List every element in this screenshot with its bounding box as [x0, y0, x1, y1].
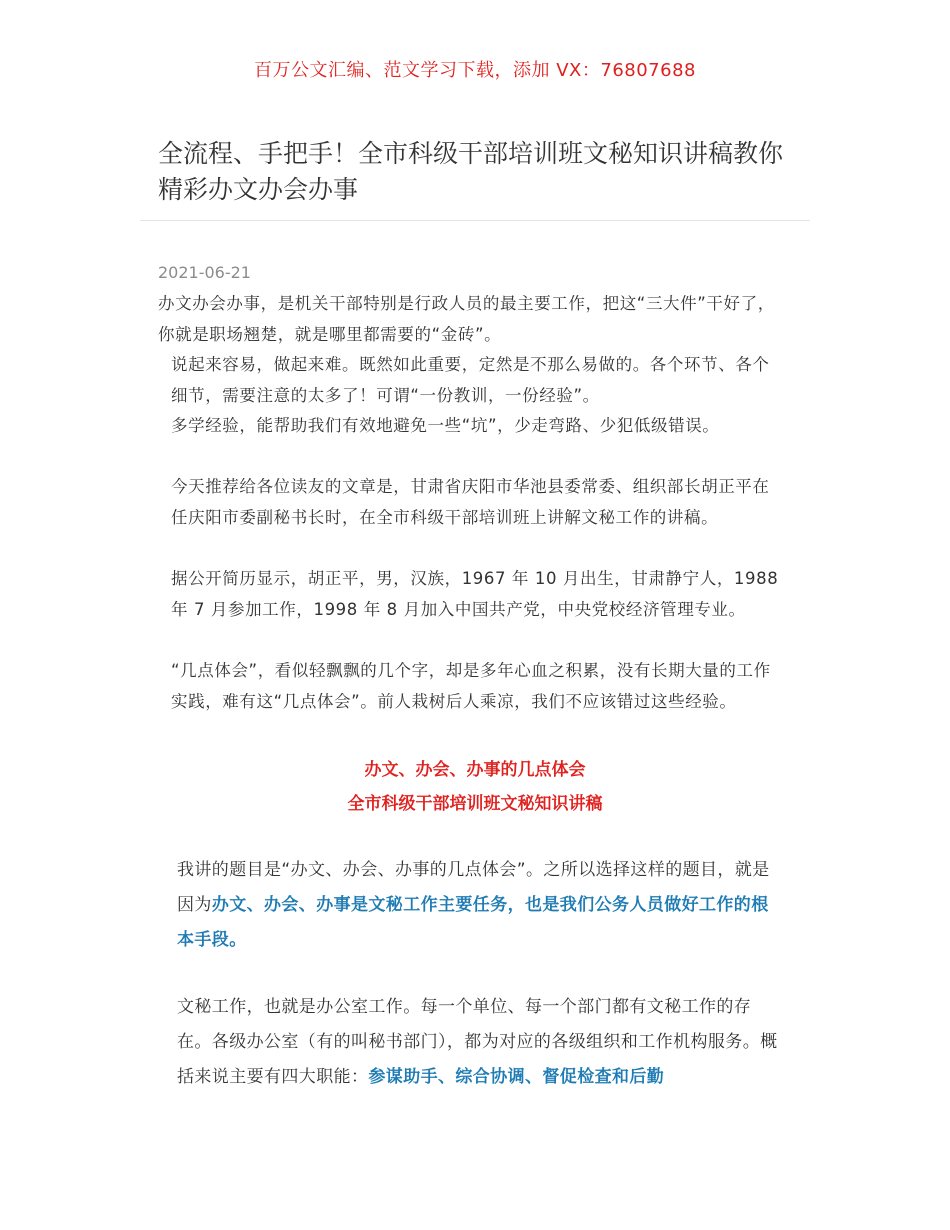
promo-banner: 百万公文汇编、范文学习下载，添加 VX：76807688	[254, 60, 696, 81]
title-divider	[140, 220, 810, 221]
publish-date: 2021-06-21	[158, 263, 251, 282]
body-paragraph-2: 多学经验，能帮助我们有效地避免一些“坑”，少走弯路、少犯低级错误。	[171, 416, 720, 435]
intro-paragraph: 办文办会办事，是机关干部特别是行政人员的最主要工作，把这“三大件”干好了，你就是职场翘楚，就是哪里都需要的“金砖”。	[158, 294, 775, 344]
body-paragraph-3: 今天推荐给各位读友的文章是，甘肃省庆阳市华池县委常委、组织部长胡正平在任庆阳市委副秘书长时，在全市科级干部培训班上讲解文秘工作的讲稿。	[171, 477, 770, 527]
speech-paragraph-1-emphasis: 办文、办会、办事是文秘工作主要任务，也是我们公务人员做好工作的根本手段。	[177, 895, 769, 950]
speech-paragraph-1-text: 我讲的题目是“办文、办会、办事的几点体会”。之所以选择这样的题目，就是因为	[177, 860, 770, 915]
speech-paragraph-1	[177, 853, 781, 958]
body-paragraph-1: 说起来容易，做起来难。既然如此重要，定然是不那么易做的。各个环节、各个细节，需要注意的太多了！可谓“一份教训，一份经验”。	[171, 355, 770, 405]
speech-paragraph-2-emphasis: 参谋助手、综合协调、督促检查和后勤	[368, 1067, 665, 1087]
section-heading-title: 办文、办会、办事的几点体会	[364, 760, 586, 780]
body-paragraph-5: “几点体会”，看似轻飘飘的几个字，却是多年心血之积累，没有长期大量的工作实践，难有这“几点体会”。前人栽树后人乘凉，我们不应该错过这些经验。	[171, 661, 771, 711]
body-paragraph-4: 据公开简历显示，胡正平，男，汉族，1967 年 10 月出生，甘肃静宁人，1988 年 7 月参加工作，1998 年 8 月加入中国共产党，中央党校经济管理专业。	[171, 569, 779, 619]
speech-paragraph-2-text: 文秘工作，也就是办公室工作。每一个单位、每一个部门都有文秘工作的存在。各级办公室（有的叫秘书部门），都为对应的各级组织和工作机构服务。概括来说主要有四大职能：	[177, 997, 778, 1087]
speech-paragraph-2	[177, 990, 781, 1095]
article-title: 全流程、手把手！全市科级干部培训班文秘知识讲稿教你精彩办文办会办事	[158, 139, 784, 204]
section-heading-subtitle: 全市科级干部培训班文秘知识讲稿	[347, 794, 603, 814]
